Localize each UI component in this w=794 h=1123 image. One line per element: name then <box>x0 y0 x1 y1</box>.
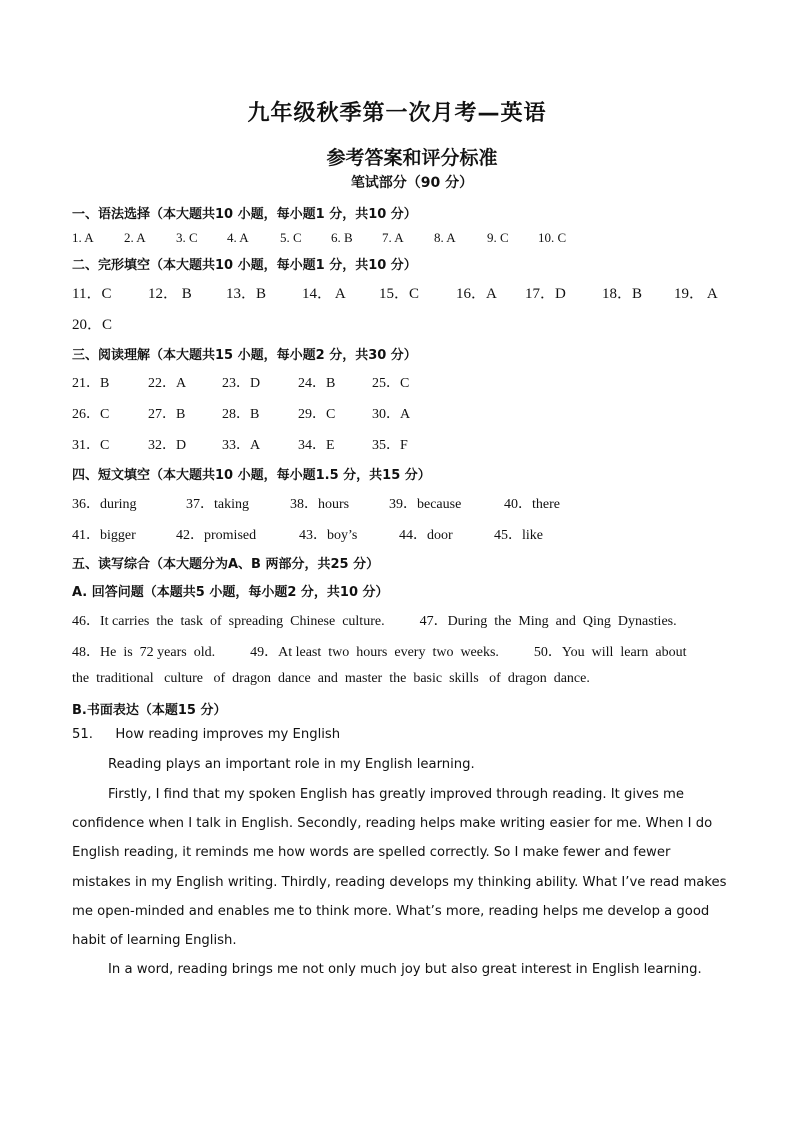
answer-item: 29．C <box>298 407 336 422</box>
answer-item: 35．F <box>372 438 408 453</box>
section-2-heading: 二、完形填空（本大题共10 小题，每小题1 分，共10 分） <box>72 258 417 273</box>
section-4-heading: 四、短文填空（本大题共10 小题，每小题1.5 分，共15 分） <box>72 468 431 483</box>
essay-line: English reading, it reminds me how words are spelled correctly. So I make fewer and fewer <box>72 845 671 860</box>
answer-item: 41．bigger <box>72 528 136 543</box>
part-a-heading: A. 回答问题（本题共5 小题，每小题2 分，共10 分） <box>72 585 389 600</box>
page-subtitle: 参考答案和评分标准 <box>326 147 498 169</box>
section-3-heading: 三、阅读理解（本大题共15 小题，每小题2 分，共30 分） <box>72 348 417 363</box>
essay-line: Firstly, I find that my spoken English has greatly improved through reading. It gives me <box>108 787 684 802</box>
answer-item: 18．B <box>602 286 643 302</box>
answer-item: 45．like <box>494 528 543 543</box>
answer-item: 36．during <box>72 497 137 512</box>
answer-item: 13．B <box>226 286 267 302</box>
answer-item: 42．promised <box>176 528 257 543</box>
answer-item: 38．hours <box>290 497 350 512</box>
essay-line: In a word, reading brings me not only much joy but also great interest in English learning. <box>108 962 702 977</box>
section-5-heading: 五、读写综合（本大题分为A、B 两部分，共25 分） <box>72 557 380 572</box>
answer-item: 40．there <box>504 497 560 512</box>
answer-item: 17．D <box>525 286 566 302</box>
answer-item: 27．B <box>148 407 186 422</box>
answer-item: 26．C <box>72 407 110 422</box>
part-b-heading: B.书面表达（本题15 分） <box>72 703 227 718</box>
answer-item: 32．D <box>148 438 187 453</box>
answer-item: 9. C <box>487 230 509 245</box>
answer-item: 7. A <box>382 230 404 245</box>
essay-line: mistakes in my English writing. Thirdly, reading develops my thinking ability. What I’ve read makes <box>72 875 727 890</box>
answer-item: 22．A <box>148 376 187 391</box>
answer-item: 21．B <box>72 376 110 391</box>
answer-item: 2. A <box>124 230 146 245</box>
answer-item: 39．because <box>389 497 462 512</box>
answer-item: 16．A <box>456 286 497 302</box>
answer-item: 6. B <box>331 230 353 245</box>
answer-item: 19． A <box>674 286 718 302</box>
essay-line: me open-minded and enables me to think more. What’s more, reading helps me develop a good <box>72 904 710 919</box>
answer-item: 15．C <box>379 286 420 302</box>
answer-item: 23．D <box>222 376 261 391</box>
answer-item: 4. A <box>227 230 249 245</box>
essay-line: habit of learning English. <box>72 933 237 948</box>
answer-item: 43．boy’s <box>299 528 358 543</box>
answer-item: 28．B <box>222 407 260 422</box>
essay-title-line <box>72 727 732 742</box>
essay-title: How reading improves my English <box>115 727 341 742</box>
answer-item: 14． A <box>302 286 346 302</box>
answer-item: 44．door <box>399 528 453 543</box>
essay-line: Reading plays an important role in my English learning. <box>108 757 475 772</box>
written-part-label: 笔试部分（90 分） <box>350 175 474 191</box>
part-a-line: the traditional culture of dragon dance and master the basic skills of dragon dance. <box>72 671 590 686</box>
answer-item: 8. A <box>434 230 456 245</box>
answer-item: 11．C <box>72 286 112 302</box>
answer-item: 24．B <box>298 376 336 391</box>
essay-line: confidence when I talk in English. Secondly, reading helps make writing easier for me. When I do <box>72 816 713 831</box>
answer-item: 31．C <box>72 438 110 453</box>
answer-item: 3. C <box>176 230 198 245</box>
answer-item: 20．C <box>72 317 113 333</box>
answer-item: 34．E <box>298 438 335 453</box>
answer-item: 37．taking <box>186 497 249 512</box>
essay-number: 51. <box>72 727 93 742</box>
answer-item: 1. A <box>72 230 94 245</box>
answer-item: 30．A <box>372 407 411 422</box>
answer-item: 25．C <box>372 376 410 391</box>
answer-item: 33．A <box>222 438 261 453</box>
answer-item: 12． B <box>148 286 192 302</box>
page-title: 九年级秋季第一次月考—英语 <box>247 101 547 126</box>
section-1-heading: 一、语法选择（本大题共10 小题，每小题1 分，共10 分） <box>72 207 417 222</box>
part-a-line: 46．It carries the task of spreading Chinese culture. 47．During the Ming and Qing Dynasties. <box>72 614 677 629</box>
answer-item: 10. C <box>538 230 567 245</box>
answer-item: 5. C <box>280 230 302 245</box>
part-a-line: 48．He is 72 years old. 49．At least two hours every two weeks. 50．You will learn about <box>72 645 687 660</box>
